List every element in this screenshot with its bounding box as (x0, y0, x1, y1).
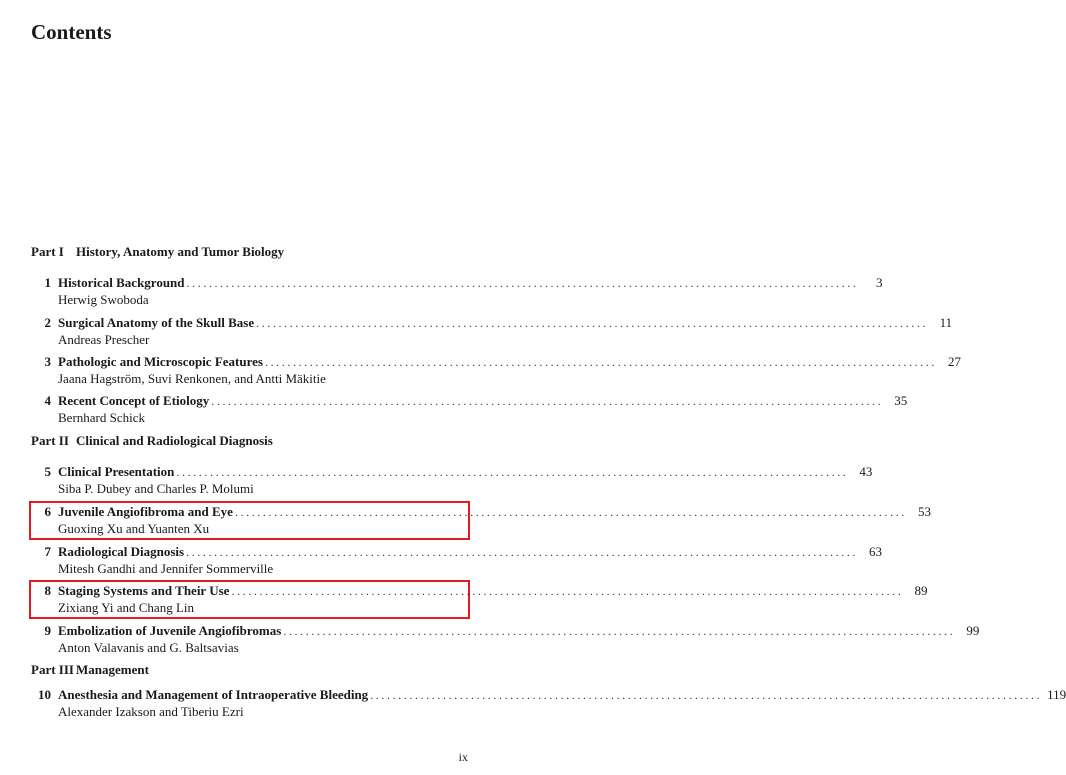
toc-entry-highlighted[interactable] (31, 503, 931, 538)
dot-leader: ........................................................................................................................ (211, 394, 884, 408)
chapter-authors: Anton Valavanis and G. Baltsavias (58, 640, 239, 655)
part-title: Clinical and Radiological Diagnosis (76, 433, 273, 448)
chapter-title[interactable]: Recent Concept of Etiology (58, 393, 210, 408)
part-heading (31, 433, 273, 449)
chapter-number: 9 (44, 623, 51, 638)
chapter-authors: Alexander Izakson and Tiberiu Ezri (58, 704, 244, 719)
part-number: Part I (31, 244, 64, 259)
chapter-authors: Jaana Hagström, Suvi Renkonen, and Antti Mäkitie (58, 371, 326, 386)
chapter-number: 2 (44, 315, 51, 330)
toc-entry-highlighted[interactable] (31, 582, 928, 617)
toc-entry[interactable] (31, 543, 883, 577)
page-number: 119 (1047, 687, 1066, 702)
chapter-number: 4 (44, 393, 51, 408)
chapter-title[interactable]: Clinical Presentation (58, 464, 175, 479)
chapter-title[interactable]: Surgical Anatomy of the Skull Base (58, 315, 255, 330)
chapter-authors: Guoxing Xu and Yuanten Xu (58, 521, 210, 536)
dot-leader: ........................................................................................................................ (283, 624, 956, 638)
page-folio: ix (458, 750, 468, 764)
part-heading (31, 244, 284, 260)
chapter-title[interactable]: Juvenile Angiofibroma and Eye (58, 504, 233, 519)
chapter-number: 3 (44, 354, 51, 369)
part-title: History, Anatomy and Tumor Biology (76, 244, 285, 259)
part-number: Part III (31, 662, 74, 677)
toc-entry[interactable] (31, 274, 883, 308)
chapter-authors: Andreas Prescher (58, 332, 150, 347)
chapter-number: 7 (44, 544, 51, 559)
page-number: 43 (859, 464, 873, 479)
chapter-number: 8 (44, 583, 51, 598)
chapter-authors: Herwig Swoboda (58, 292, 149, 307)
page-number: 3 (876, 275, 883, 290)
dot-leader: ........................................................................................................................ (264, 355, 937, 369)
chapter-number: 1 (44, 275, 51, 290)
dot-leader: ........................................................................................................................ (256, 316, 929, 330)
chapter-title[interactable]: Embolization of Juvenile Angiofibromas (58, 623, 282, 638)
toc-entry[interactable] (31, 622, 980, 656)
dot-leader: ........................................................................................................................ (186, 276, 859, 290)
page-number: 27 (947, 354, 961, 369)
chapter-title[interactable]: Historical Background (58, 275, 185, 290)
chapter-title[interactable]: Staging Systems and Their Use (58, 583, 230, 598)
toc-entry[interactable] (31, 392, 908, 426)
toc-entry[interactable] (31, 353, 961, 387)
page-number: 11 (939, 315, 953, 330)
chapter-number: 5 (44, 464, 51, 479)
dot-leader: ........................................................................................................................ (176, 465, 849, 479)
part-heading (31, 662, 149, 678)
chapter-authors: Zixiang Yi and Chang Lin (58, 600, 194, 615)
part-title: Management (76, 662, 149, 677)
dot-leader: ........................................................................................................................ (234, 505, 907, 519)
chapter-number: 10 (38, 687, 51, 702)
dot-leader: ........................................................................................................................ (370, 688, 1043, 702)
chapter-authors: Bernhard Schick (58, 410, 146, 425)
page-number: 35 (894, 393, 908, 408)
toc-entry[interactable] (31, 314, 953, 348)
chapter-title[interactable]: Anesthesia and Management of Intraoperative Bleeding (58, 687, 369, 702)
chapter-number: 6 (44, 504, 51, 519)
chapter-title[interactable]: Radiological Diagnosis (58, 544, 185, 559)
part-number: Part II (31, 433, 69, 448)
toc-entry[interactable] (31, 463, 873, 497)
toc-entry[interactable] (31, 686, 1066, 720)
page-number: 63 (869, 544, 883, 559)
page-number: 89 (914, 583, 928, 598)
chapter-authors: Siba P. Dubey and Charles P. Molumi (58, 481, 254, 496)
page-number: 99 (966, 623, 980, 638)
dot-leader: ........................................................................................................................ (186, 545, 859, 559)
chapter-title[interactable]: Pathologic and Microscopic Features (58, 354, 263, 369)
dot-leader: ........................................................................................................................ (231, 584, 904, 598)
page-number: 53 (917, 504, 931, 519)
chapter-authors: Mitesh Gandhi and Jennifer Sommerville (58, 561, 274, 576)
page-title: Contents (31, 20, 112, 44)
